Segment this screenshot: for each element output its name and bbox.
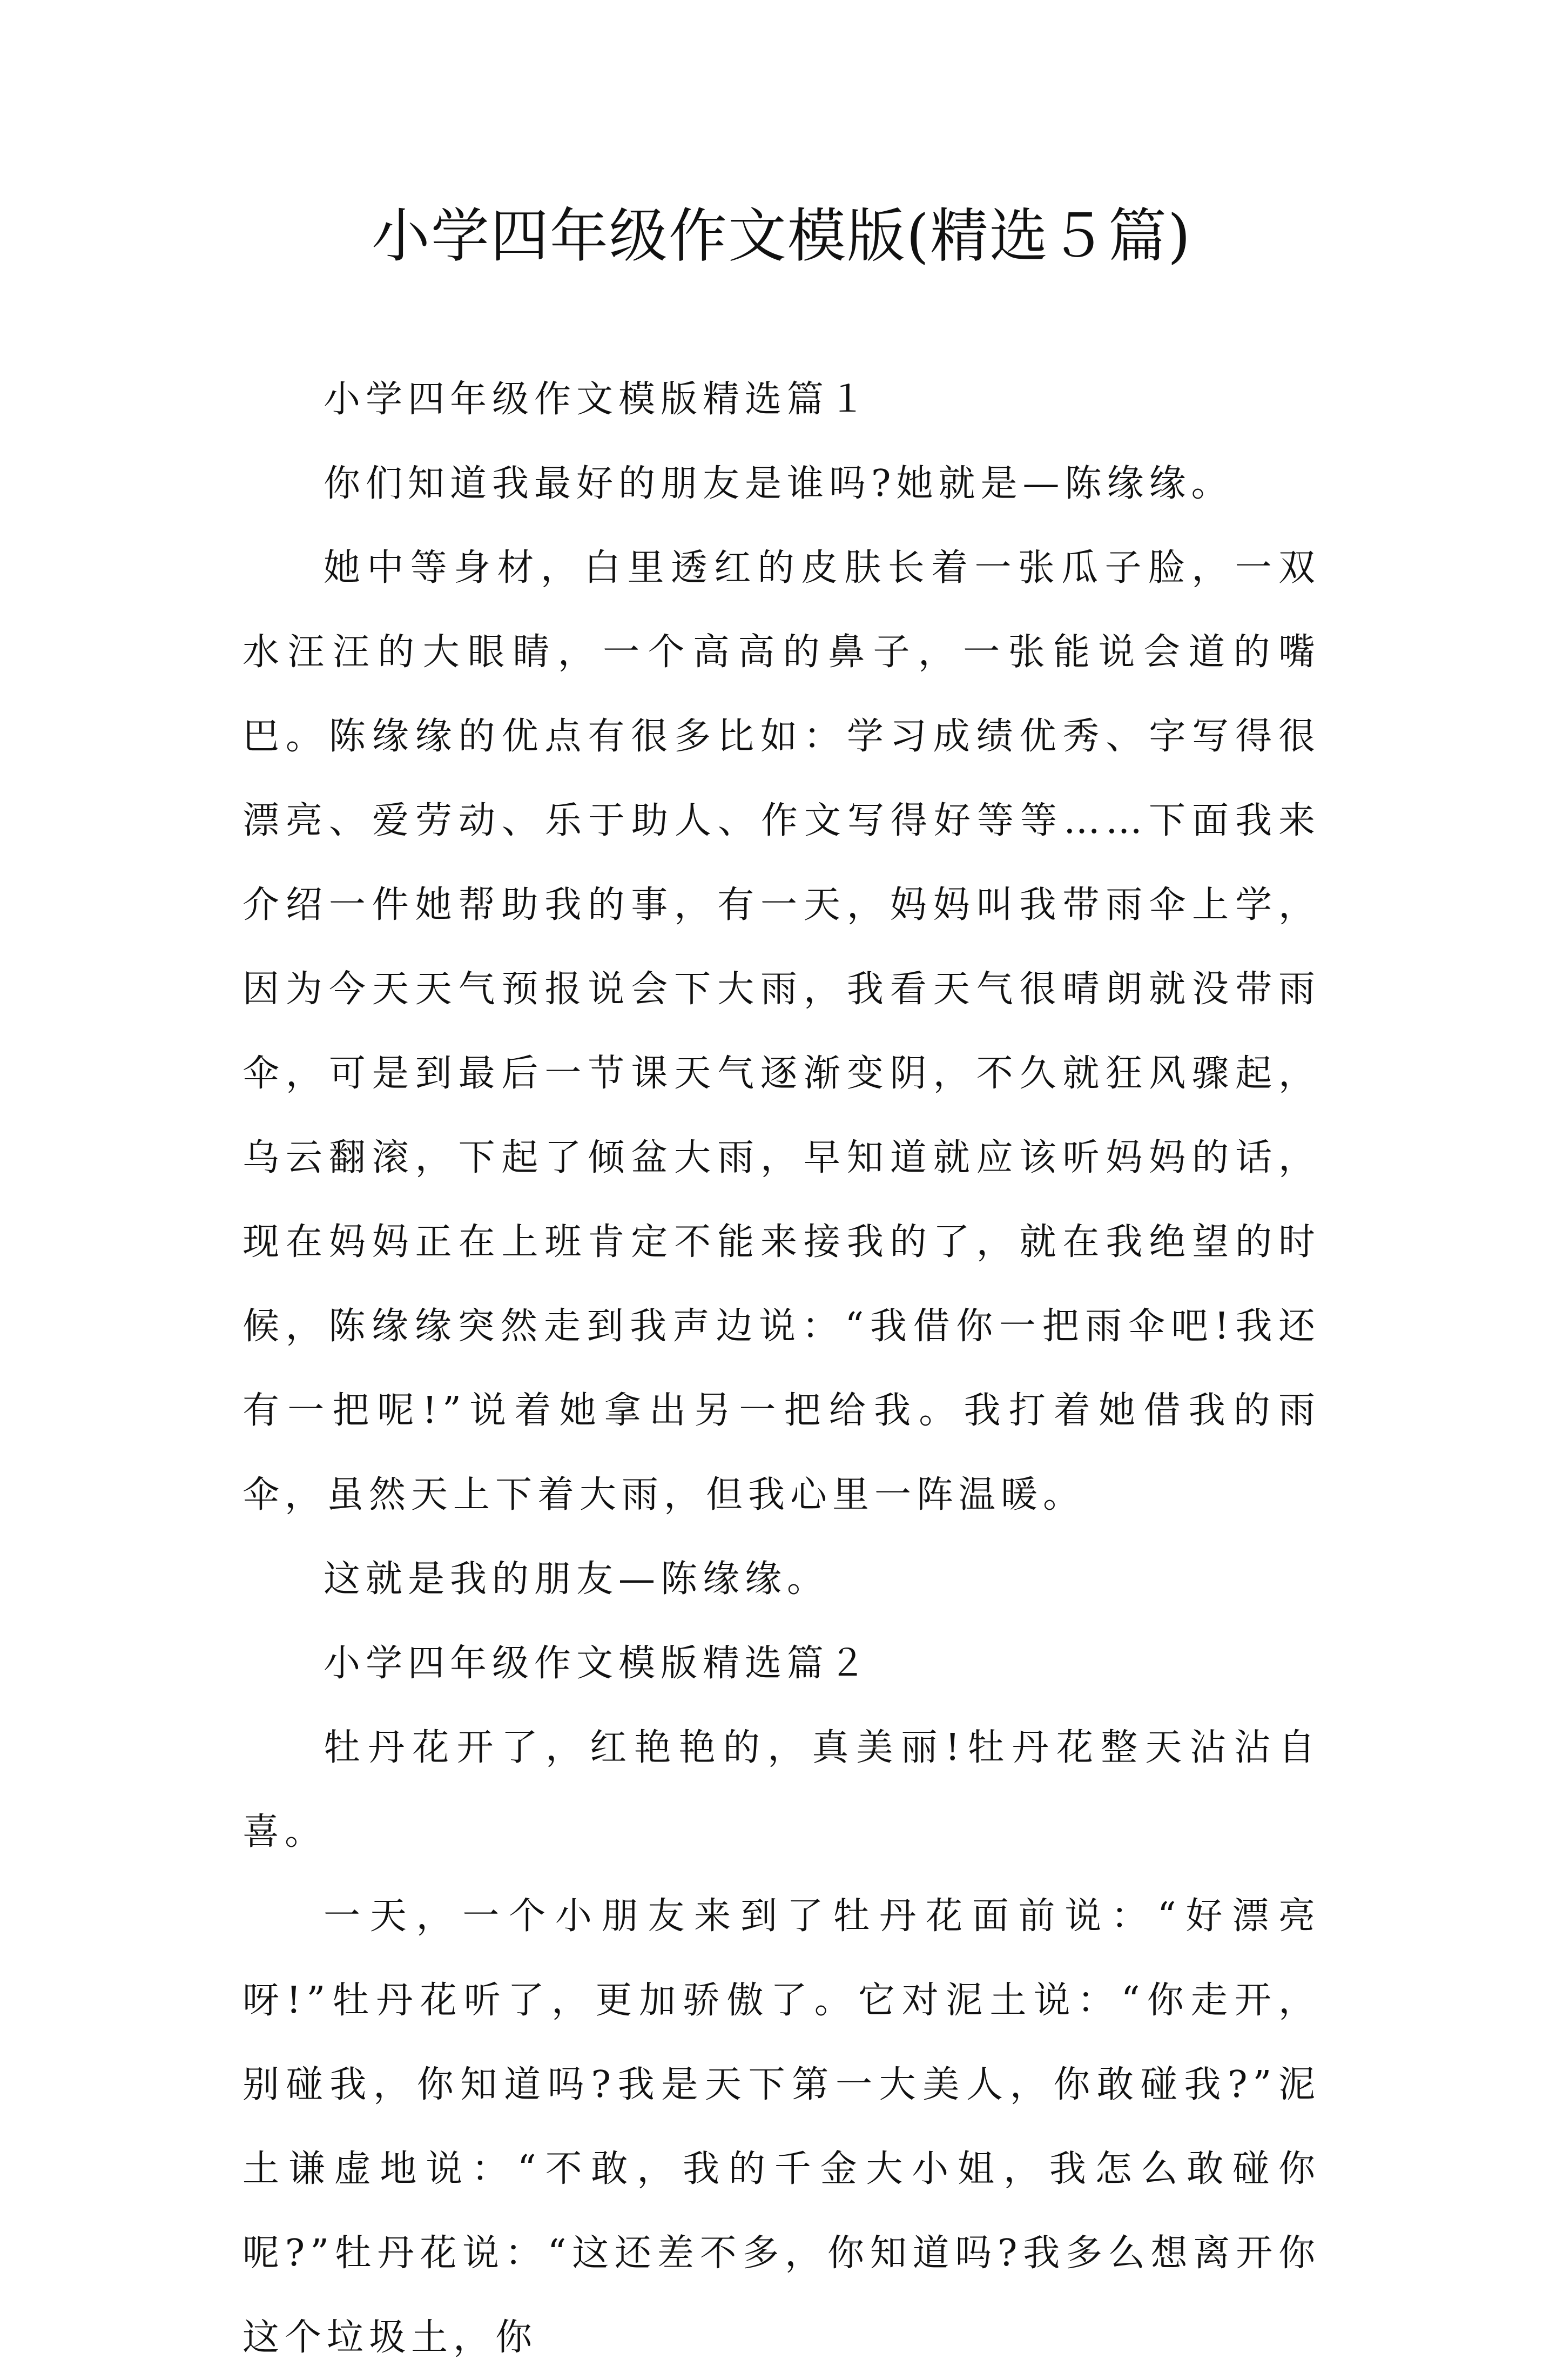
paragraph: 牡丹花开了，红艳艳的，真美丽!牡丹花整天沾沾自喜。 [242,1726,1321,1853]
section-heading-2: 小学四年级作文模版精选篇２ [324,1642,872,1685]
paragraph: 这就是我的朋友—陈缘缘。 [324,1558,830,1601]
paragraph: 你们知道我最好的朋友是谁吗?她就是—陈缘缘。 [324,462,1234,505]
document-body [242,358,1321,2380]
document-title: 小学四年级作文模版(精选５篇) [371,203,1192,270]
paragraph: 她中等身材，白里透红的皮肤长着一张瓜子脸，一双水汪汪的大眼睛，一个高高的鼻子，一张能说会道的嘴巴。陈缘缘的优点有很多比如：学习成绩优秀、字写得很漂亮、爱劳动、乐于助人、作文写得好等等……下面我来介绍一件她帮助我的事，有一天，妈妈叫我带雨伞上学，因为今天天气预报说会下大雨，我看天气很晴朗就没带雨伞，可是到最后一节课天气逐渐变阴，不久就狂风骤起，乌云翻滚，下起了倾盆大雨，早知道就应该听妈妈的话，现在妈妈正在上班肯定不能来接我的了，就在我绝望的时候，陈缘缘突然走到我声边说：“我借你一把雨伞吧!我还有一把呢!”说着她拿出另一把给我。我打着她借我的雨伞，虽然天上下着大雨，但我心里一阵温暖。 [242,547,1321,1516]
section-heading-1: 小学四年级作文模版精选篇１ [324,378,872,421]
paragraph: 一天，一个小朋友来到了牡丹花面前说：“好漂亮呀!”牡丹花听了，更加骄傲了。它对泥土说：“你走开，别碰我，你知道吗?我是天下第一大美人，你敢碰我?”泥土谦虚地说：“不敢，我的千金大小姐，我怎么敢碰你呢?”牡丹花说：“这还差不多，你知道吗?我多么想离开你这个垃圾土，你 [242,1895,1321,2359]
